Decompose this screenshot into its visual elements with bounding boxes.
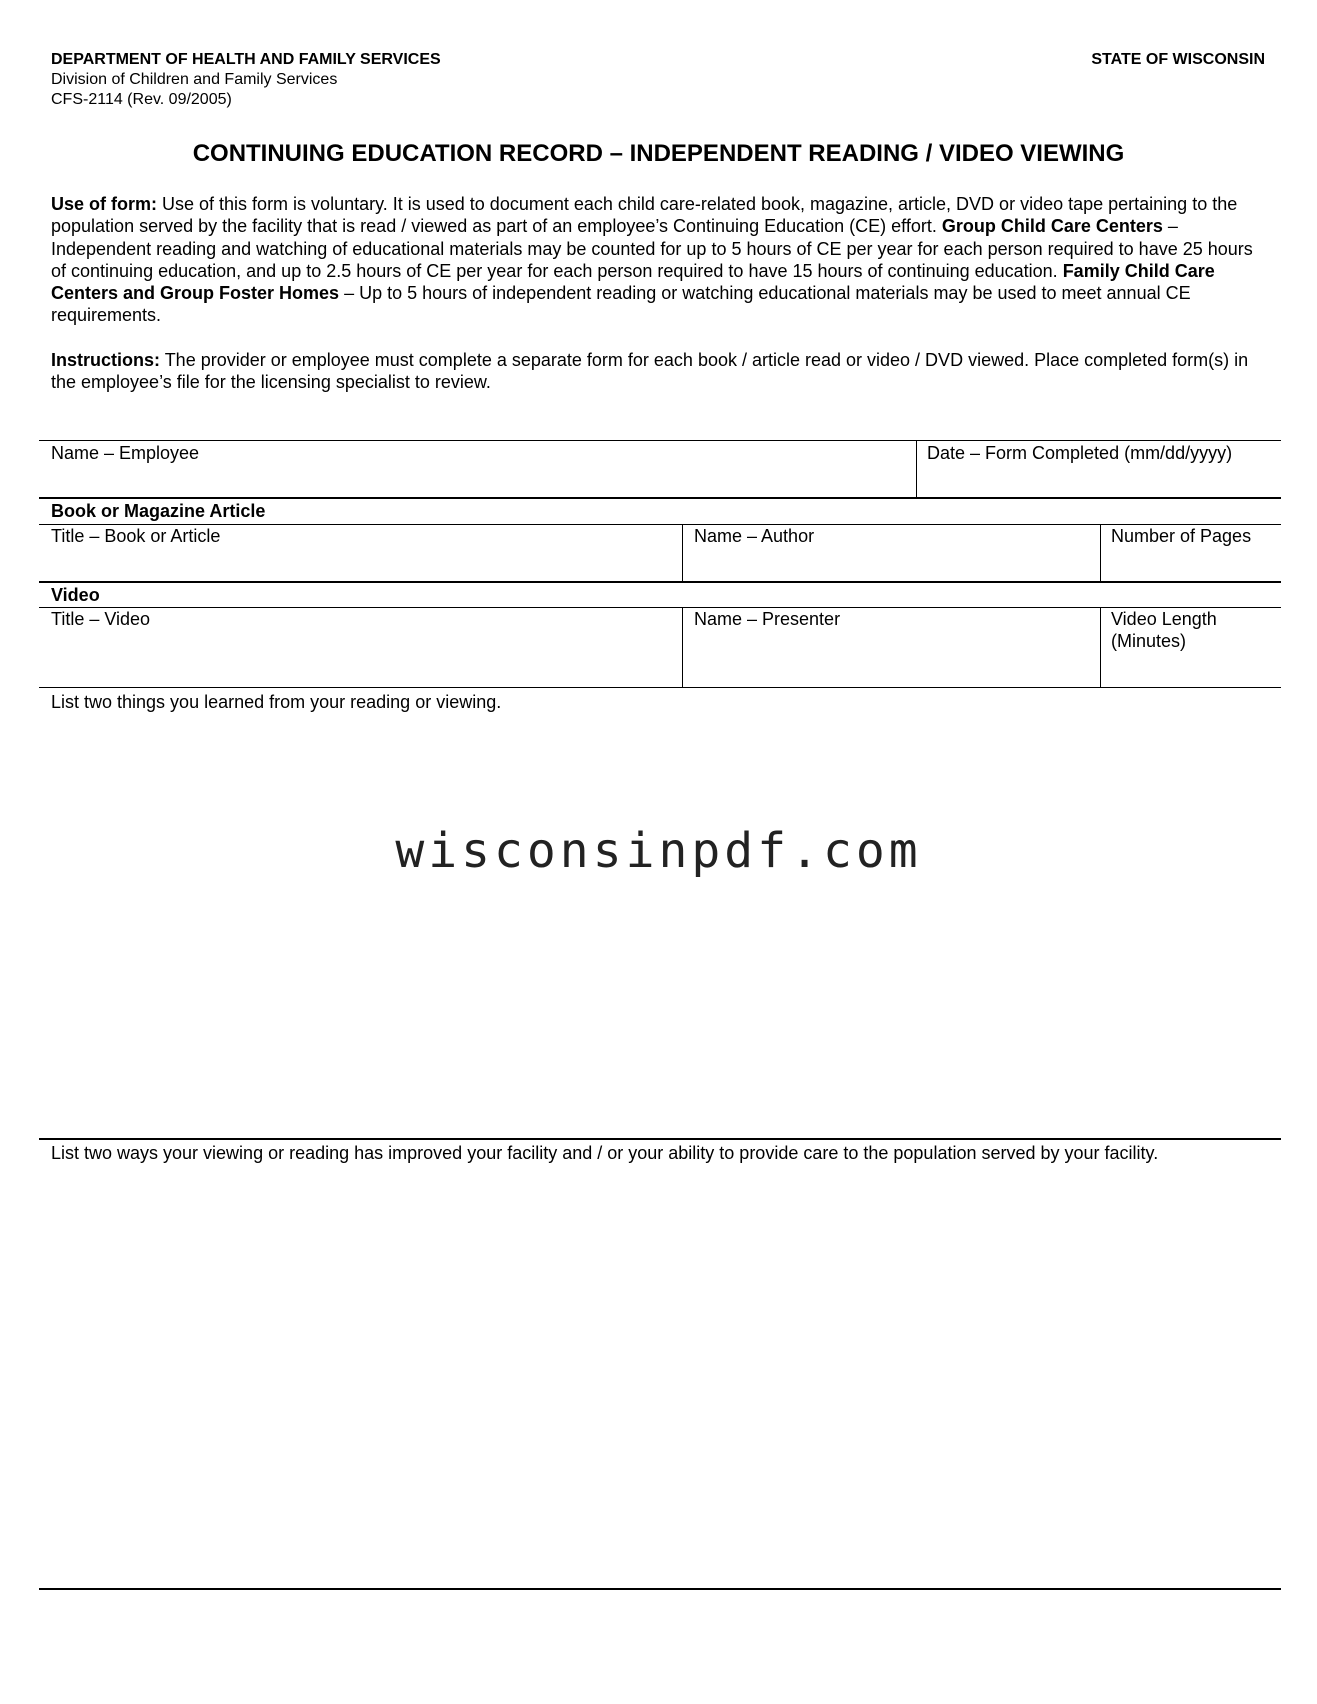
- form-title: CONTINUING EDUCATION RECORD – INDEPENDENT READING / VIDEO VIEWING: [192, 140, 1125, 167]
- watermark-text: wisconsinpdf.com: [395, 823, 922, 879]
- presenter-field[interactable]: [694, 640, 1093, 682]
- family-child-care-label: Family Child Care Centers and Group Foster Homes: [51, 260, 1215, 304]
- instructions-paragraph: [51, 349, 1271, 394]
- divider: [39, 607, 1281, 608]
- pages-label: Number of Pages: [1111, 526, 1252, 546]
- date-completed-field[interactable]: [927, 466, 1271, 496]
- group-child-care-text: – Independent reading and watching of educational materials may be counted for up to 5 hours of CE per year for each person required to have 25 hours of continuing education, and up to 2.5 hours of CE per year for each person required to have 15 hours of continuing education.: [51, 216, 1253, 281]
- presenter-label: Name – Presenter: [694, 609, 841, 629]
- improved-label: List two ways your viewing or reading has improved your facility and / or your ability to provide care to the population served by your facility.: [51, 1143, 1159, 1163]
- state-name: STATE OF WISCONSIN: [1091, 51, 1265, 68]
- author-field[interactable]: [694, 550, 1093, 580]
- date-completed-label: Date – Form Completed (mm/dd/yyyy): [927, 443, 1233, 463]
- divider: [39, 687, 1281, 688]
- group-child-care-label: Group Child Care Centers: [941, 216, 1163, 237]
- use-of-form-label: Use of form:: [51, 194, 158, 214]
- book-title-label: Title – Book or Article: [51, 526, 221, 546]
- division-name: Division of Children and Family Services: [51, 71, 338, 88]
- video-length-field[interactable]: [1111, 656, 1275, 686]
- author-label: Name – Author: [694, 526, 815, 546]
- employee-name-label: Name – Employee: [51, 443, 200, 463]
- book-section-heading: Book or Magazine Article: [51, 501, 266, 521]
- divider: [39, 497, 1281, 499]
- divider: [39, 524, 1281, 525]
- divider: [1100, 607, 1101, 687]
- form-number: CFS-2114 (Rev. 09/2005): [51, 91, 232, 108]
- use-of-form-text: Use of this form is voluntary. It is used to document each child care-related book, magazine, article, DVD or video tape pertaining to the population served by the facility that is read / viewed as part of an employee’s Continuing Education (CE) effort.: [51, 194, 1238, 237]
- divider: [39, 581, 1281, 583]
- instructions-label: Instructions:: [51, 350, 161, 370]
- improved-textarea[interactable]: [51, 1170, 1275, 1584]
- pages-field[interactable]: [1111, 550, 1275, 580]
- divider: [916, 440, 917, 497]
- divider: [39, 440, 1281, 441]
- video-section-heading: Video: [51, 585, 100, 605]
- book-title-field[interactable]: [51, 550, 675, 580]
- divider: [39, 1138, 1281, 1140]
- video-title-label: Title – Video: [51, 609, 151, 629]
- video-title-field[interactable]: [51, 640, 675, 682]
- agency-header: [51, 50, 441, 110]
- divider: [1100, 524, 1101, 581]
- divider: [39, 1588, 1281, 1590]
- employee-name-field[interactable]: [51, 466, 910, 496]
- instructions-text: The provider or employee must complete a separate form for each book / article read or video / DVD viewed. Place completed form(s) in the employee’s file for the licensing specialist to review.: [51, 350, 1249, 393]
- divider: [682, 607, 683, 687]
- learned-label: List two things you learned from your reading or viewing.: [51, 692, 502, 712]
- divider: [682, 524, 683, 581]
- family-child-care-text: – Up to 5 hours of independent reading or watching educational materials may be used to meet annual CE requirements.: [51, 283, 1191, 326]
- learned-textarea[interactable]: [51, 718, 1275, 1132]
- use-of-form-paragraph: [51, 193, 1271, 327]
- video-length-label: Video Length (Minutes): [1111, 609, 1217, 651]
- department-name: DEPARTMENT OF HEALTH AND FAMILY SERVICES: [51, 51, 441, 68]
